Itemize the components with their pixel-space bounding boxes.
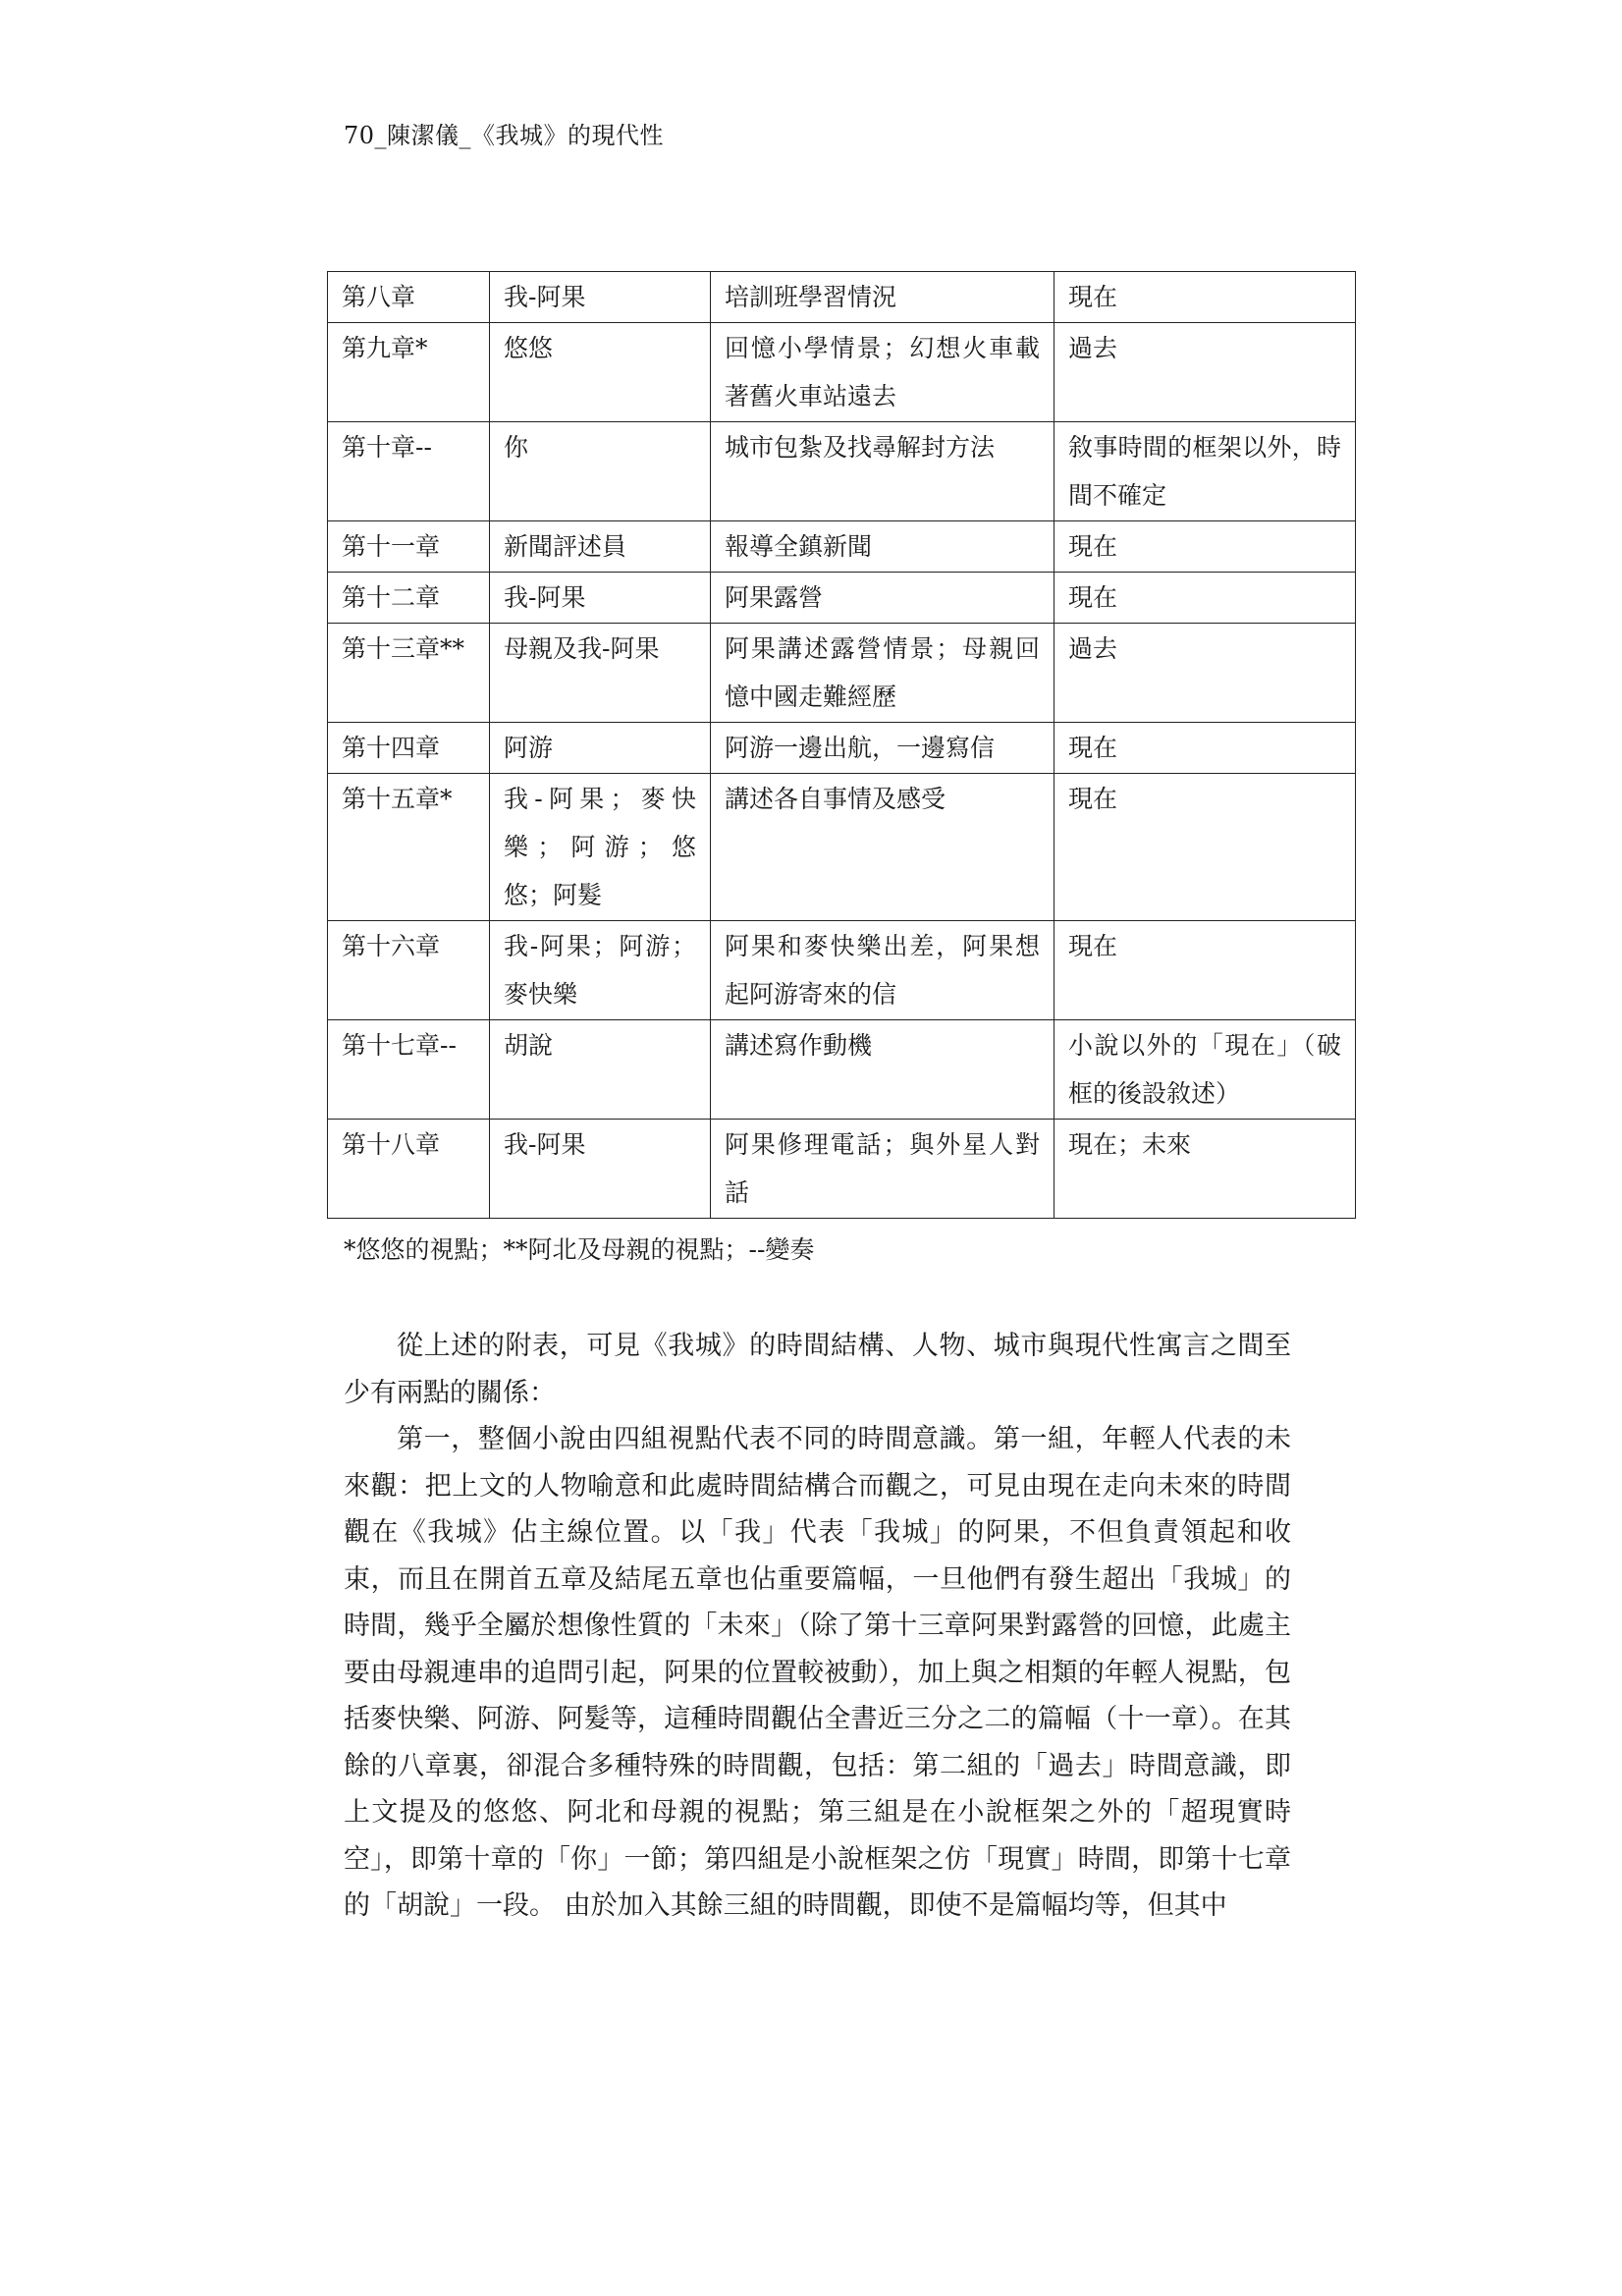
cell-content: 阿果露營	[711, 573, 1054, 624]
cell-content: 阿果修理電話；與外星人對話	[711, 1120, 1054, 1219]
table-row	[328, 774, 1356, 921]
cell-viewpoint: 胡說	[490, 1020, 711, 1120]
table-row	[328, 272, 1356, 323]
paragraph: 第一，整個小說由四組視點代表不同的時間意識。第一組，年輕人代表的未來觀：把上文的人物喻意和此處時間結構合而觀之，可見由現在走向未來的時間觀在《我城》佔主線位置。以「我」代表「我城」的阿果，不但負責領起和收束，而且在開首五章及結尾五章也佔重要篇幅，一旦他們有發生超出「我城」的時間，幾乎全屬於想像性質的「未來」（除了第十三章阿果對露營的回憶，此處主要由母親連串的追問引起，阿果的位置較被動），加上與之相類的年輕人視點，包括麥快樂、阿游、阿髮等，這種時間觀佔全書近三分之二的篇幅（十一章）。在其餘的八章裏，卻混合多種特殊的時間觀，包括：第二組的「過去」時間意識，即上文提及的悠悠、阿北和母親的視點；第三組是在小說框架之外的「超現實時空」，即第十章的「你」一節；第四組是小說框架之仿「現實」時間，即第十七章的「胡說」一段。 由於加入其餘三組的時間觀，即使不是篇幅均等，但其中	[344, 1424, 1291, 1921]
cell-viewpoint: 我-阿果	[490, 1120, 711, 1219]
cell-chapter: 第十三章**	[328, 624, 490, 723]
table-row	[328, 723, 1356, 774]
cell-chapter: 第十章--	[328, 422, 490, 521]
cell-chapter: 第十五章*	[328, 774, 490, 921]
table-row	[328, 422, 1356, 521]
cell-time: 現在	[1054, 272, 1356, 323]
cell-time: 現在	[1054, 921, 1356, 1020]
cell-viewpoint: 我-阿果；阿游；麥快樂	[490, 921, 711, 1020]
cell-viewpoint: 新聞評述員	[490, 521, 711, 573]
cell-content: 講述各自事情及感受	[711, 774, 1054, 921]
cell-content: 阿果和麥快樂出差，阿果想起阿游寄來的信	[711, 921, 1054, 1020]
cell-chapter: 第十七章--	[328, 1020, 490, 1120]
cell-content: 回憶小學情景；幻想火車載著舊火車站遠去	[711, 323, 1054, 422]
cell-viewpoint: 我-阿果	[490, 272, 711, 323]
chapter-table	[327, 271, 1356, 1219]
cell-content: 城市包紮及找尋解封方法	[711, 422, 1054, 521]
table-row	[328, 1120, 1356, 1219]
table-row	[328, 921, 1356, 1020]
cell-time: 敘事時間的框架以外，時間不確定	[1054, 422, 1356, 521]
cell-chapter: 第十六章	[328, 921, 490, 1020]
table-note: *悠悠的視點；**阿北及母親的視點；--變奏	[344, 1235, 815, 1264]
cell-content: 培訓班學習情況	[711, 272, 1054, 323]
cell-viewpoint: 我-阿果；麥快樂；阿游；悠悠；阿髮	[490, 774, 711, 921]
table-row	[328, 521, 1356, 573]
cell-time: 過去	[1054, 624, 1356, 723]
cell-content: 講述寫作動機	[711, 1020, 1054, 1120]
cell-viewpoint: 你	[490, 422, 711, 521]
cell-chapter: 第十二章	[328, 573, 490, 624]
cell-viewpoint: 阿游	[490, 723, 711, 774]
cell-viewpoint: 我-阿果	[490, 573, 711, 624]
table-row	[328, 1020, 1356, 1120]
cell-time: 現在；未來	[1054, 1120, 1356, 1219]
table-row	[328, 323, 1356, 422]
cell-chapter: 第十一章	[328, 521, 490, 573]
page-header: 70_陳潔儀_《我城》的現代性	[344, 122, 665, 149]
cell-viewpoint: 悠悠	[490, 323, 711, 422]
cell-time: 現在	[1054, 774, 1356, 921]
paragraph: 從上述的附表，可見《我城》的時間結構、人物、城市與現代性寓言之間至少有兩點的關係：	[344, 1331, 1291, 1408]
cell-content: 阿游一邊出航，一邊寫信	[711, 723, 1054, 774]
cell-chapter: 第十八章	[328, 1120, 490, 1219]
cell-chapter: 第八章	[328, 272, 490, 323]
table-row	[328, 624, 1356, 723]
cell-content: 阿果講述露營情景；母親回憶中國走難經歷	[711, 624, 1054, 723]
cell-time: 現在	[1054, 521, 1356, 573]
cell-chapter: 第九章*	[328, 323, 490, 422]
cell-time: 現在	[1054, 723, 1356, 774]
cell-time: 現在	[1054, 573, 1356, 624]
cell-time: 過去	[1054, 323, 1356, 422]
cell-time: 小說以外的「現在」（破框的後設敘述）	[1054, 1020, 1356, 1120]
cell-content: 報導全鎮新聞	[711, 521, 1054, 573]
body-text	[344, 1323, 1291, 1930]
table-row	[328, 573, 1356, 624]
cell-viewpoint: 母親及我-阿果	[490, 624, 711, 723]
cell-chapter: 第十四章	[328, 723, 490, 774]
